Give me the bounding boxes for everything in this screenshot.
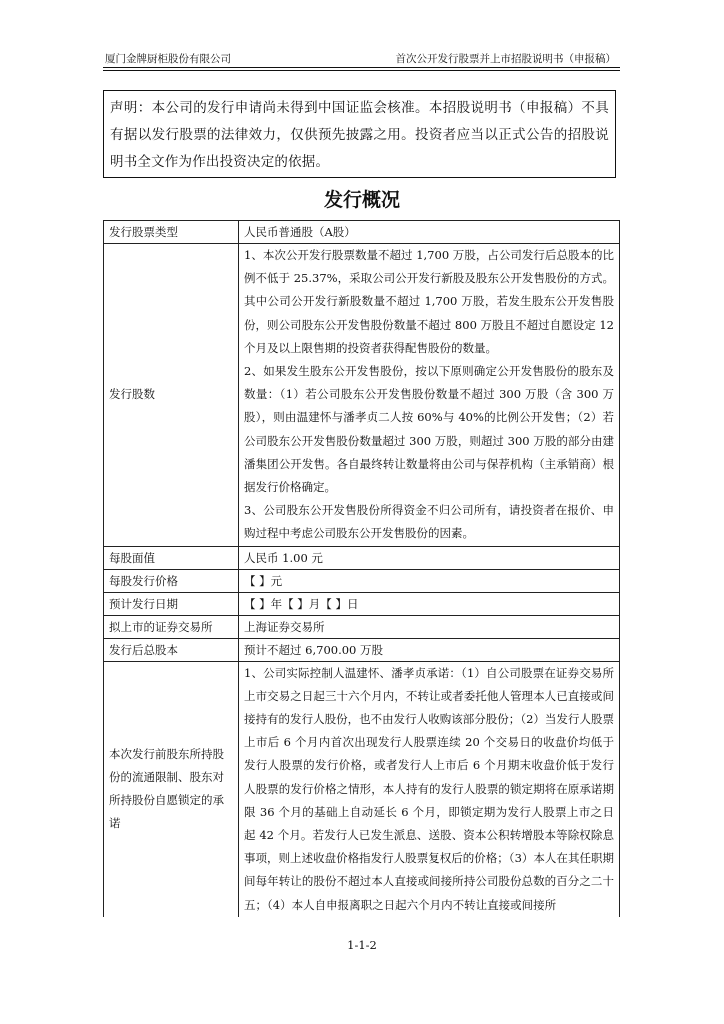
- row-value-stock-type: 人民币普通股（A股）: [239, 221, 620, 244]
- row-label-lockup: 本次发行前股东所持股份的流通限制、股东对所持股份自愿锁定的承诺: [104, 661, 239, 917]
- row-label-exchange: 拟上市的证券交易所: [104, 615, 239, 638]
- table-row: [104, 546, 620, 569]
- issuance-overview-table: [103, 220, 620, 917]
- row-label-stock-type: 发行股票类型: [104, 221, 239, 244]
- row-label-issue-date: 预计发行日期: [104, 592, 239, 615]
- header-company: 厦门金牌厨柜股份有限公司: [105, 53, 231, 65]
- table-row: [104, 661, 620, 917]
- table-row: [104, 244, 620, 547]
- header-rule: [103, 67, 620, 68]
- row-value-issue-date: 【 】年【 】月【 】日: [239, 592, 620, 615]
- row-label-total-shares: 发行后总股本: [104, 638, 239, 661]
- header-rule-thin: [103, 70, 620, 71]
- row-label-shares: 发行股数: [104, 244, 239, 547]
- table-row: [104, 569, 620, 592]
- row-label-par-value: 每股面值: [104, 546, 239, 569]
- row-value-issue-price: 【 】元: [239, 569, 620, 592]
- header-doc-title: 首次公开发行股票并上市招股说明书（申报稿）: [395, 53, 616, 65]
- shares-paragraph-3: 3、公司股东公开发售股份所得资金不归公司所有，请投资者在报价、申购过程中考虑公司股东公开发售股份的因素。: [244, 503, 614, 541]
- row-value-shares: [239, 244, 620, 547]
- shares-paragraph-1: 1、本次公开发行股票数量不超过 1,700 万股，占公司发行后总股本的比例不低于 25.37%，采取公司公开发行新股及股东公开发售股份的方式。其中公司公开发行新股数量不超过 1,700 万股，若发生股东公开发售股份，则公司股东公开发售股份数量不超过 800 万股且不超过自愿设定 12 个月及以上限售期的投资者获得配售股份的数量。: [244, 248, 614, 355]
- section-title: 发行概况: [323, 189, 400, 211]
- page-header: [103, 51, 620, 67]
- disclaimer-box: 声明：本公司的发行申请尚未得到中国证监会核准。本招股说明书（申报稿）不具有据以发行股票的法律效力，仅供预先披露之用。投资者应当以正式公告的招股说明书全文作为作出投资决定的依据。: [103, 90, 616, 178]
- table-row: [104, 221, 620, 244]
- row-value-par-value: 人民币 1.00 元: [239, 546, 620, 569]
- shares-paragraph-2: 2、如果发生股东公开发售股份，按以下原则确定公开发售股份的股东及数量：（1）若公司股东公开发售股份数量不超过 300 万股（含 300 万股），则由温建怀与潘孝贞二人按 60%与 40%的比例公开发售；（2）若公司股东公开发售股份数量超过 300 万股，则超过 300 万股的部分由建潘集团公开发售。各自最终转让数量将由公司与保荐机构（主承销商）根据发行价格确定。: [244, 364, 614, 495]
- table-row: [104, 638, 620, 661]
- row-value-exchange: 上海证券交易所: [239, 615, 620, 638]
- row-label-issue-price: 每股发行价格: [104, 569, 239, 592]
- row-value-total-shares: 预计不超过 6,700.00 万股: [239, 638, 620, 661]
- page-number: 1-1-2: [347, 938, 377, 952]
- table-row: [104, 615, 620, 638]
- table-row: [104, 592, 620, 615]
- row-value-lockup: 1、公司实际控制人温建怀、潘孝贞承诺：（1）自公司股票在证券交易所上市交易之日起三十六个月内，不转让或者委托他人管理本人已直接或间接持有的发行人股份，也不由发行人收购该部分股份；（2）当发行人股票上市后 6 个月内首次出现发行人股票连续 20 个交易日的收盘价均低于发行人股票的发行价格，或者发行人上市后 6 个月期末收盘价低于发行人股票的发行价格之情形，本人持有的发行人股票的锁定期将在原承诺期限 36 个月的基础上自动延长 6 个月，即锁定期为发行人股票上市之日起 42 个月。若发行人已发生派息、送股、资本公积转增股本等除权除息事项，则上述收盘价格指发行人股票复权后的价格；（3）本人在其任职期间每年转让的股份不超过本人直接或间接所持公司股份总数的百分之二十五；（4）本人自申报离职之日起六个月内不转让直接或间接所: [239, 661, 620, 917]
